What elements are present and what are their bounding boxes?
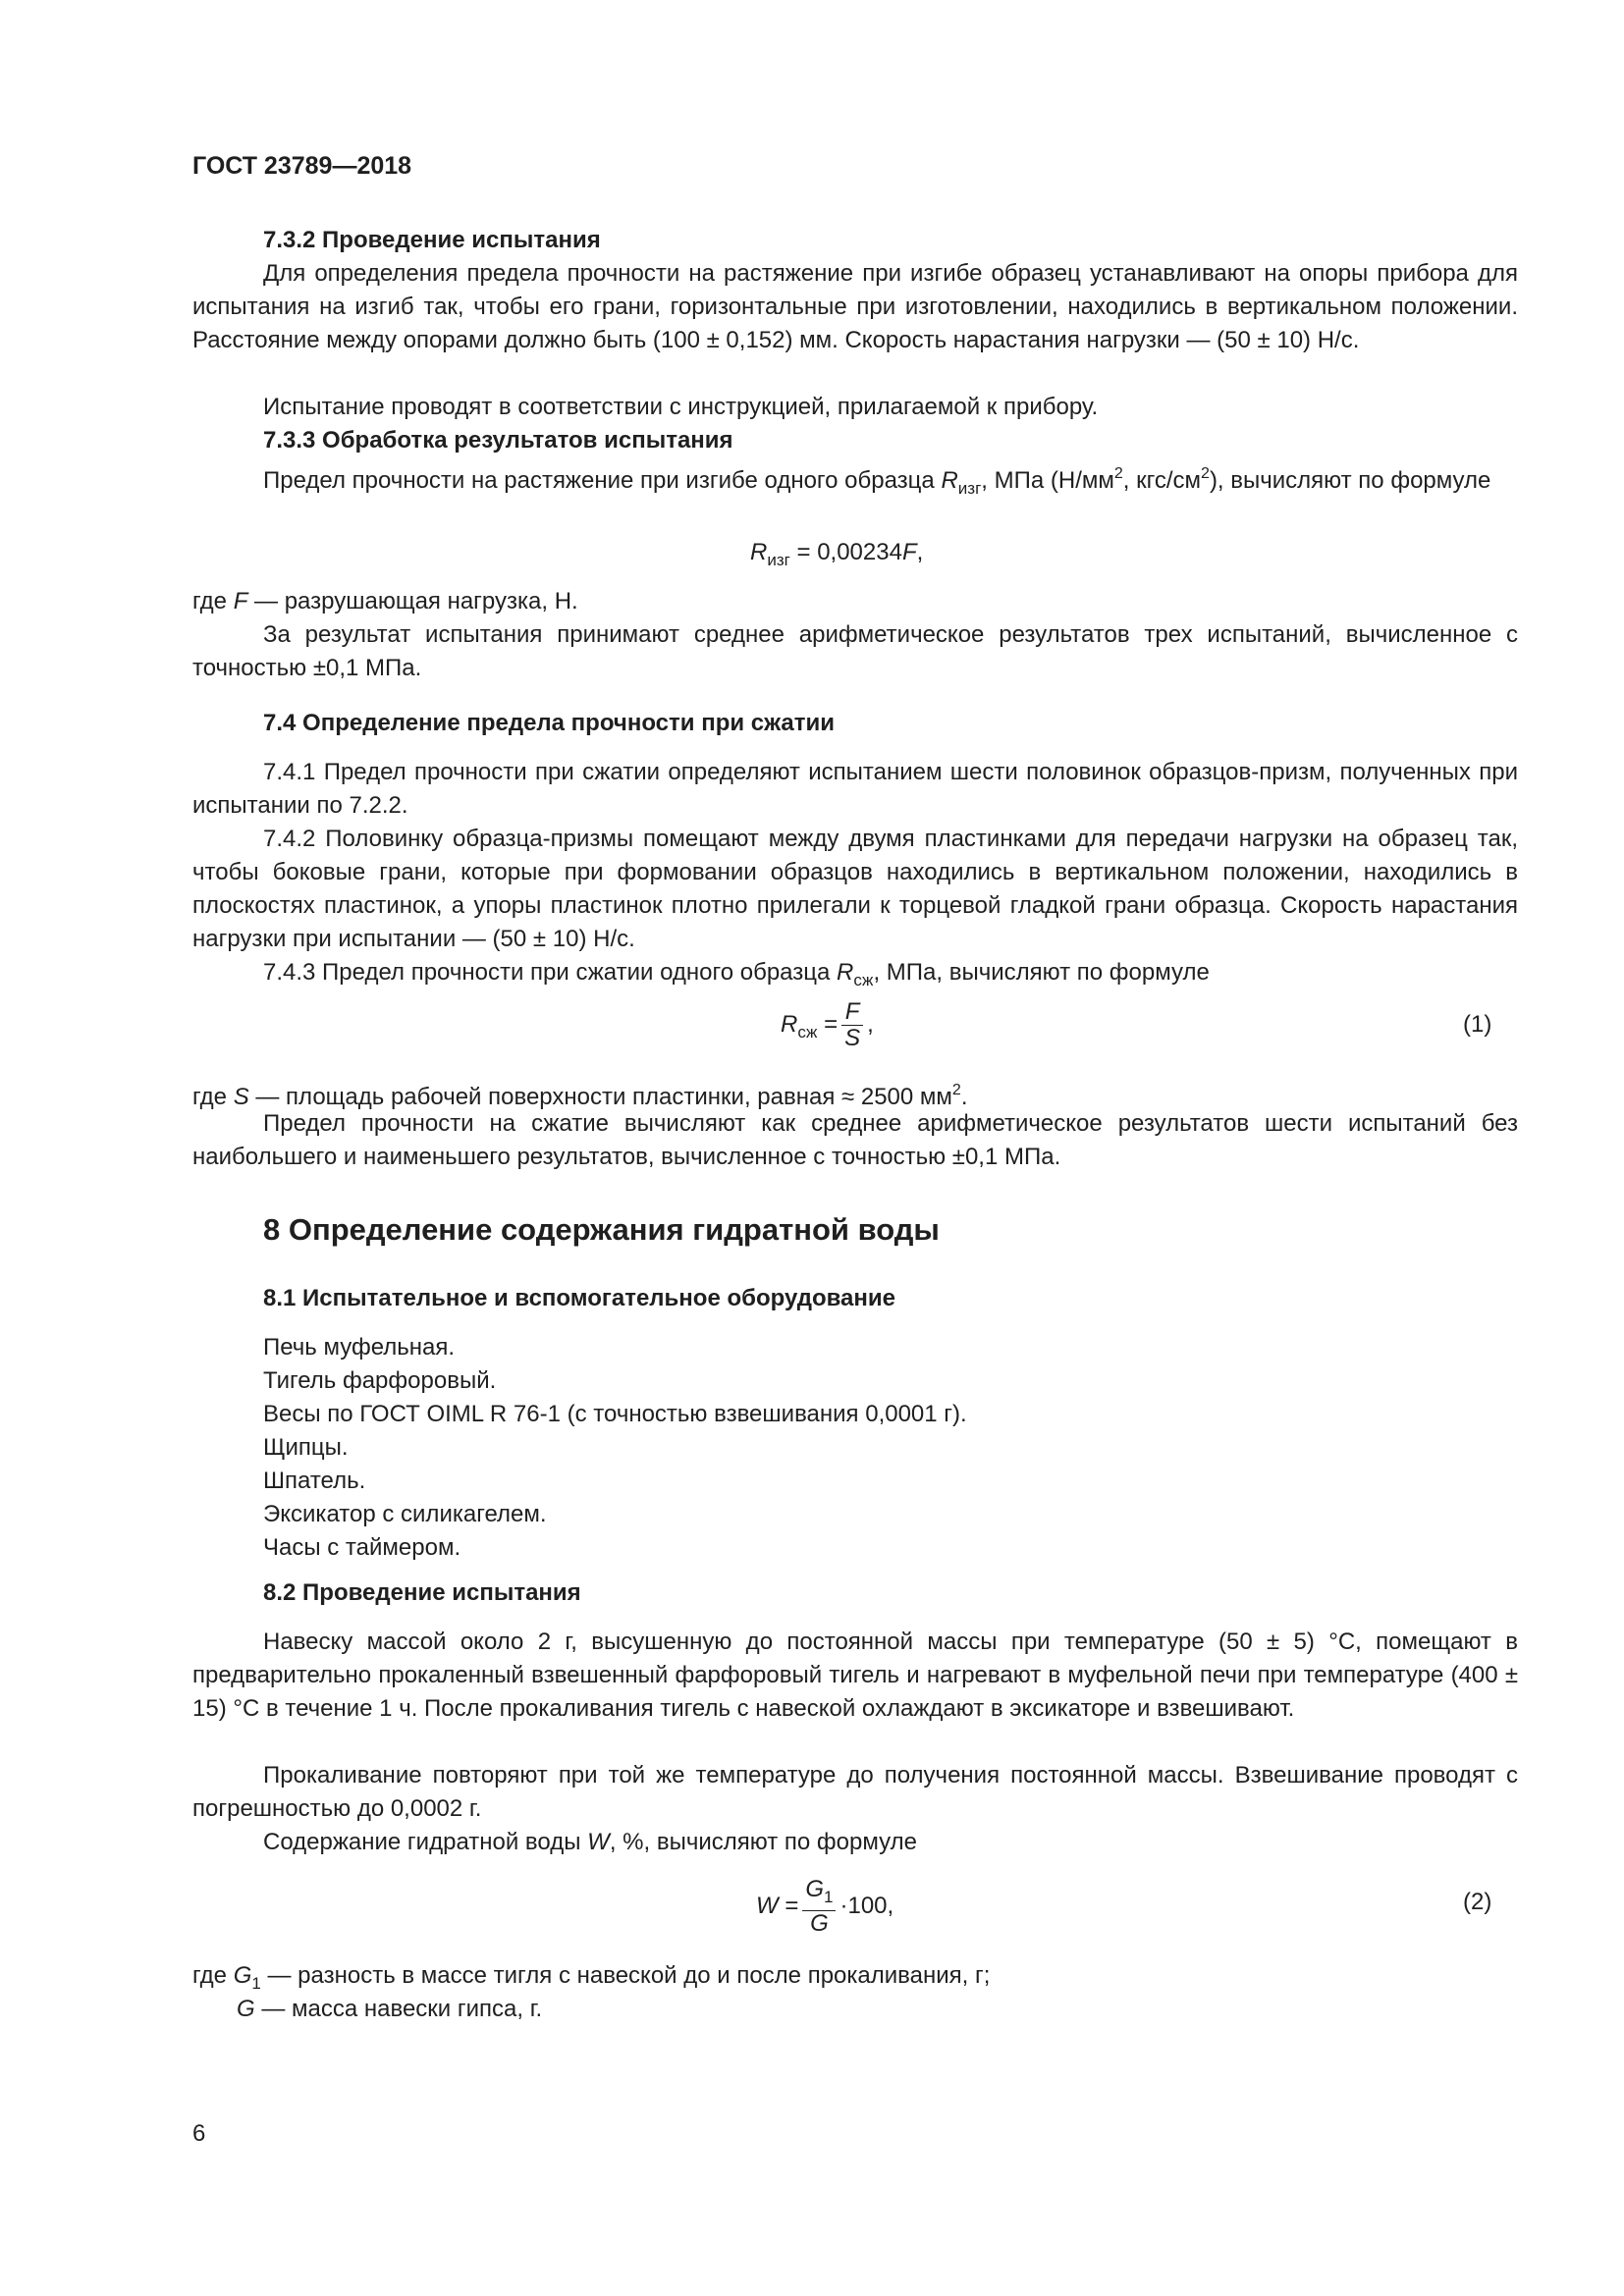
equation-number-2: (2) <box>1463 1889 1492 1915</box>
list-item: Часы с таймером. <box>263 1534 461 1561</box>
section-7-4-3-where: где S — площадь рабочей поверхности пластинки, равная ≈ 2500 $мм^2$. <box>192 1082 968 1110</box>
fraction-f-over-s: $\frac{F}{S}$ <box>841 999 863 1051</box>
section-8-2-paragraph-3: Содержание гидратной воды W, %, вычисляют по формуле <box>263 1829 917 1855</box>
section-7-3-2-paragraph-1: Для определения предела прочности на растяжение при изгибе образец устанавливают на опоры прибора для испытания на изгиб так, чтобы его грани, горизонтальные при изготовлении, находились в вертикальном положении. Расстояние между опорами должно быть (100 ± 0,152) мм. Скорость нарастания нагрузки — (50 ± 10) Н/с. <box>192 260 1518 353</box>
list-item: Весы по ГОСТ OIML R 76-1 (с точностью взвешивания 0,0001 г). <box>263 1401 967 1427</box>
page-number: 6 <box>192 2120 206 2147</box>
equipment-list <box>263 1331 1589 1565</box>
section-7-3-3-paragraph-1: Предел прочности на растяжение при изгибе одного образца $R_{изг}$, МПа ($Н/мм^2$, кгс/$см^2$), вычисляют по формуле <box>263 465 1491 498</box>
section-8-1-title: 8.1 Испытательное и вспомогательное оборудование <box>263 1285 895 1311</box>
section-7-3-3-where: где F — разрушающая нагрузка, Н. <box>192 588 578 614</box>
list-item: Шпатель. <box>263 1468 366 1494</box>
section-8-2-where-1: где $G_1$ — разность в массе тигля с навеской до и после прокаливания, г; <box>192 1962 991 1993</box>
section-7-4-1-paragraph: 7.4.1 Предел прочности при сжатии определяют испытанием шести половинок образцов-призм, полученных при испытании по 7.2.2. <box>192 759 1518 819</box>
section-8-title: 8 Определение содержания гидратной воды <box>263 1212 940 1247</box>
fraction-g1-over-g: $\frac{G_1}{G}$ <box>802 1877 836 1937</box>
section-7-3-2-title: 7.3.2 Проведение испытания <box>263 227 601 253</box>
formula-r-izg: $R_{изг} = 0,00234F$, <box>750 539 924 569</box>
section-7-4-2-paragraph: 7.4.2 Половинку образца-призмы помещают между двумя пластинками для передачи нагрузки на образец так, чтобы боковые грани, которые при формовании образцов находились в вертикальном положении, находились в плоскостях пластинок, а упоры пластинок плотно прилегали к торцевой гладкой грани образца. Скорость нарастания нагрузки при испытании — (50 ± 10) Н/с. <box>192 826 1518 952</box>
section-7-3-3-paragraph-2: За результат испытания принимают среднее арифметическое результатов трех испытаний, вычисленное с точностью ±0,1 МПа. <box>192 621 1518 681</box>
section-8-2-where-2: G — масса навески гипса, г. <box>237 1996 543 2022</box>
section-8-2-paragraph-1: Навеску массой около 2 г, высушенную до постоянной массы при температуре (50 ± 5) °С, помещают в предварительно прокаленный взвешенный фарфоровый тигель и нагревают в муфельной печи при температуре (400 ± 15) °С в течение 1 ч. После прокаливания тигель с навеской охлаждают в эксикаторе и взвешивают. <box>192 1629 1518 1722</box>
list-item: Печь муфельная. <box>263 1334 456 1361</box>
section-7-4-3-paragraph: 7.4.3 Предел прочности при сжатии одного образца $R_{сж}$, МПа, вычисляют по формуле <box>263 959 1210 989</box>
list-item: Тигель фарфоровый. <box>263 1367 497 1394</box>
section-7-4-title: 7.4 Определение предела прочности при сжатии <box>263 710 836 736</box>
formula-1-r-szh: $R_{сж}$ = $\frac{F}{S}$ , <box>781 998 874 1051</box>
list-item: Щипцы. <box>263 1434 349 1461</box>
document-header: ГОСТ 23789—2018 <box>192 152 412 180</box>
list-item: Эксикатор с силикагелем. <box>263 1501 547 1527</box>
section-8-2-title: 8.2 Проведение испытания <box>263 1579 581 1606</box>
section-7-3-3-title: 7.3.3 Обработка результатов испытания <box>263 427 733 454</box>
section-7-4-3-paragraph-2: Предел прочности на сжатие вычисляют как среднее арифметическое результатов шести испытаний без наибольшего и наименьшего результатов, вычисленное с точностью ±0,1 МПа. <box>192 1110 1518 1170</box>
equation-number-1: (1) <box>1463 1011 1492 1038</box>
section-8-2-paragraph-2: Прокаливание повторяют при той же температуре до получения постоянной массы. Взвешивание проводят с погрешностью до 0,0002 г. <box>192 1762 1518 1822</box>
formula-2-w: W = $\frac{G_1}{G}$ ·100, <box>756 1876 894 1937</box>
section-7-3-2-paragraph-2: Испытание проводят в соответствии с инструкцией, прилагаемой к прибору. <box>263 394 1099 420</box>
